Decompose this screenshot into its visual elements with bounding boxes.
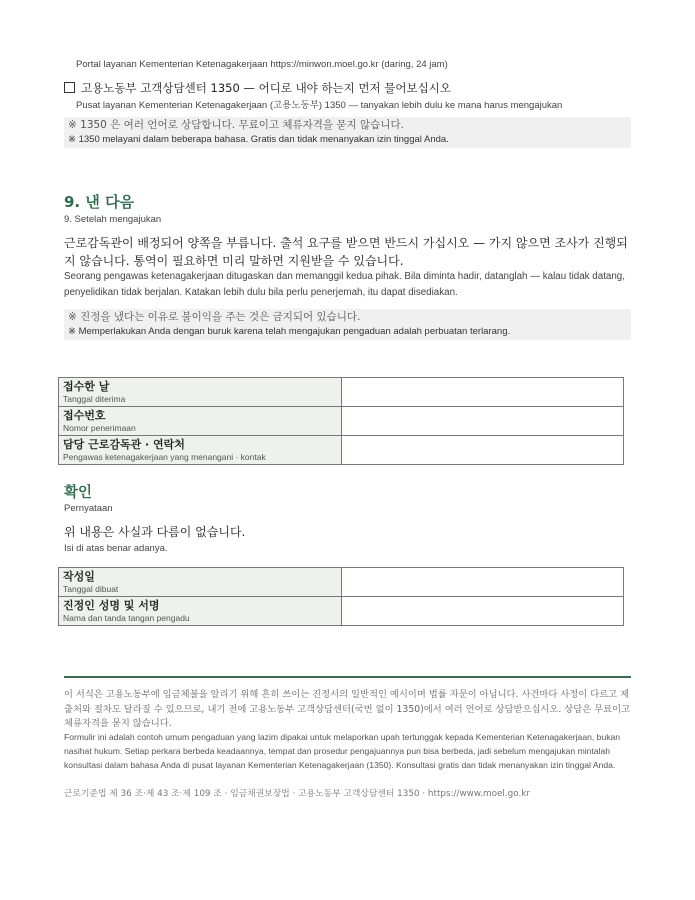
signature-field[interactable]	[342, 597, 624, 626]
field-label-kr: 진정인 성명 및 서명	[63, 599, 160, 612]
created-date-field[interactable]	[342, 568, 624, 597]
field-label-id: Tanggal dibuat	[63, 584, 119, 594]
table-row	[59, 436, 624, 465]
field-label	[59, 597, 342, 626]
note-text-kr: ※ 진정을 냈다는 이유로 불이익을 주는 것은 금지되어 있습니다.	[68, 311, 361, 323]
inspector-contact-field[interactable]	[342, 436, 624, 465]
table-row	[59, 407, 624, 436]
field-label-kr: 접수한 날	[63, 380, 110, 393]
field-label-kr: 작성일	[63, 570, 95, 583]
section-body-id: Seorang pengawas ketenagakerjaan ditugaskan dan memanggil kedua pihak. Bila diminta hadir, datanglah — kalau tidak datang, penyelidikan tidak berjalan. Katakan lebih dulu bila perlu penerjemah, itu dapat disediakan.	[64, 271, 625, 298]
footer-disclaimer-kr: 이 서식은 고용노동부에 임금체불을 알리기 위해 흔히 쓰이는 진정서의 일반적인 예시이며 법률 자문이 아닙니다. 사건마다 사정이 다르고 제출처와 절차도 달라질 수 있으므로, 내기 전에 고용노동부 고객상담센터(국번 없이 1350)에서 여러 언어로 상담받으십시오. 상담은 무료이고 체류자격을 묻지 않습니다.	[64, 689, 631, 729]
field-label-id: Pengawas ketenagakerjaan yang menangani · kontak	[63, 452, 266, 462]
field-label-id: Nama dan tanda tangan pengadu	[63, 613, 190, 623]
receipt-table	[58, 377, 624, 465]
footer-divider	[64, 676, 631, 678]
confirm-heading: 확인	[64, 485, 93, 501]
table-row	[59, 597, 624, 626]
field-label	[59, 407, 342, 436]
received-date-field[interactable]	[342, 378, 624, 407]
confirm-subheading: Pernyataan	[64, 503, 113, 514]
section-body-kr: 근로감독관이 배정되어 양쪽을 부릅니다. 출석 요구를 받으면 반드시 가십시오 — 가지 않으면 조사가 진행되지 않습니다. 통역이 필요하면 미리 말하면 지원받을 수 있습니다.	[64, 236, 628, 268]
section-heading: 9. 낸 다음	[64, 193, 135, 211]
field-label	[59, 568, 342, 597]
field-label	[59, 436, 342, 465]
field-label	[59, 378, 342, 407]
receipt-number-field[interactable]	[342, 407, 624, 436]
field-label-kr: 담당 근로감독관 · 연락처	[63, 438, 185, 451]
note-text-id: ※ 1350 melayani dalam beberapa bahasa. Gratis dan tidak menanyakan izin tinggal Anda.	[68, 134, 449, 145]
table-row	[59, 378, 624, 407]
note-no-retaliation	[64, 309, 631, 340]
footer-disclaimer-id: Formulir ini adalah contoh umum pengaduan yang lazim dipakai untuk melaporkan upah tertunggak kepada Kementerian Ketenagakerjaan, bukan nasihat hukum. Setiap perkara berbeda keadaannya, tempat dan prosedur pengajuannya pun bisa berbeda, jadi sebelum mengajukan mintalah konsultasi dalam bahasa Anda di pusat layanan Kementerian Ketenagakerjaan (1350). Konsultasi gratis dan tidak menanyakan izin tinggal Anda.	[64, 732, 621, 771]
confirm-statement-id: Isi di atas benar adanya.	[64, 543, 168, 554]
section-subheading: 9. Setelah mengajukan	[64, 214, 162, 225]
note-multilingual	[64, 117, 631, 148]
checklist-item	[64, 80, 451, 96]
field-label-id: Nomor penerimaan	[63, 423, 136, 433]
table-row	[59, 568, 624, 597]
field-label-id: Tanggal diterima	[63, 394, 126, 404]
confirm-statement-kr: 위 내용은 사실과 다름이 없습니다.	[64, 525, 246, 539]
checklist-item-text: 고용노동부 고객상담센터 1350 — 어디로 내야 하는지 먼저 물어보십시오	[81, 81, 451, 95]
field-label-kr: 접수번호	[63, 409, 106, 422]
portal-line: Portal layanan Kementerian Ketenagakerjaan https://minwon.moel.go.kr (daring, 24 jam)	[76, 59, 448, 70]
note-text-id: ※ Memperlakukan Anda dengan buruk karena telah mengajukan pengaduan adalah perbuatan terlarang.	[68, 326, 511, 337]
note-text-kr: ※ 1350 은 여러 언어로 상담합니다. 무료이고 체류자격을 묻지 않습니다.	[68, 119, 404, 131]
footer-references: 근로기준법 제 36 조·제 43 조·제 109 조 · 임금채권보장법 · 고용노동부 고객상담센터 1350 · https://www.moel.go.kr	[64, 789, 530, 799]
checkbox-square-icon[interactable]	[64, 82, 75, 93]
signature-table	[58, 567, 624, 626]
checklist-item-translation: Pusat layanan Kementerian Ketenagakerjaan (고용노동부) 1350 — tanyakan lebih dulu ke mana harus mengajukan	[76, 100, 563, 111]
